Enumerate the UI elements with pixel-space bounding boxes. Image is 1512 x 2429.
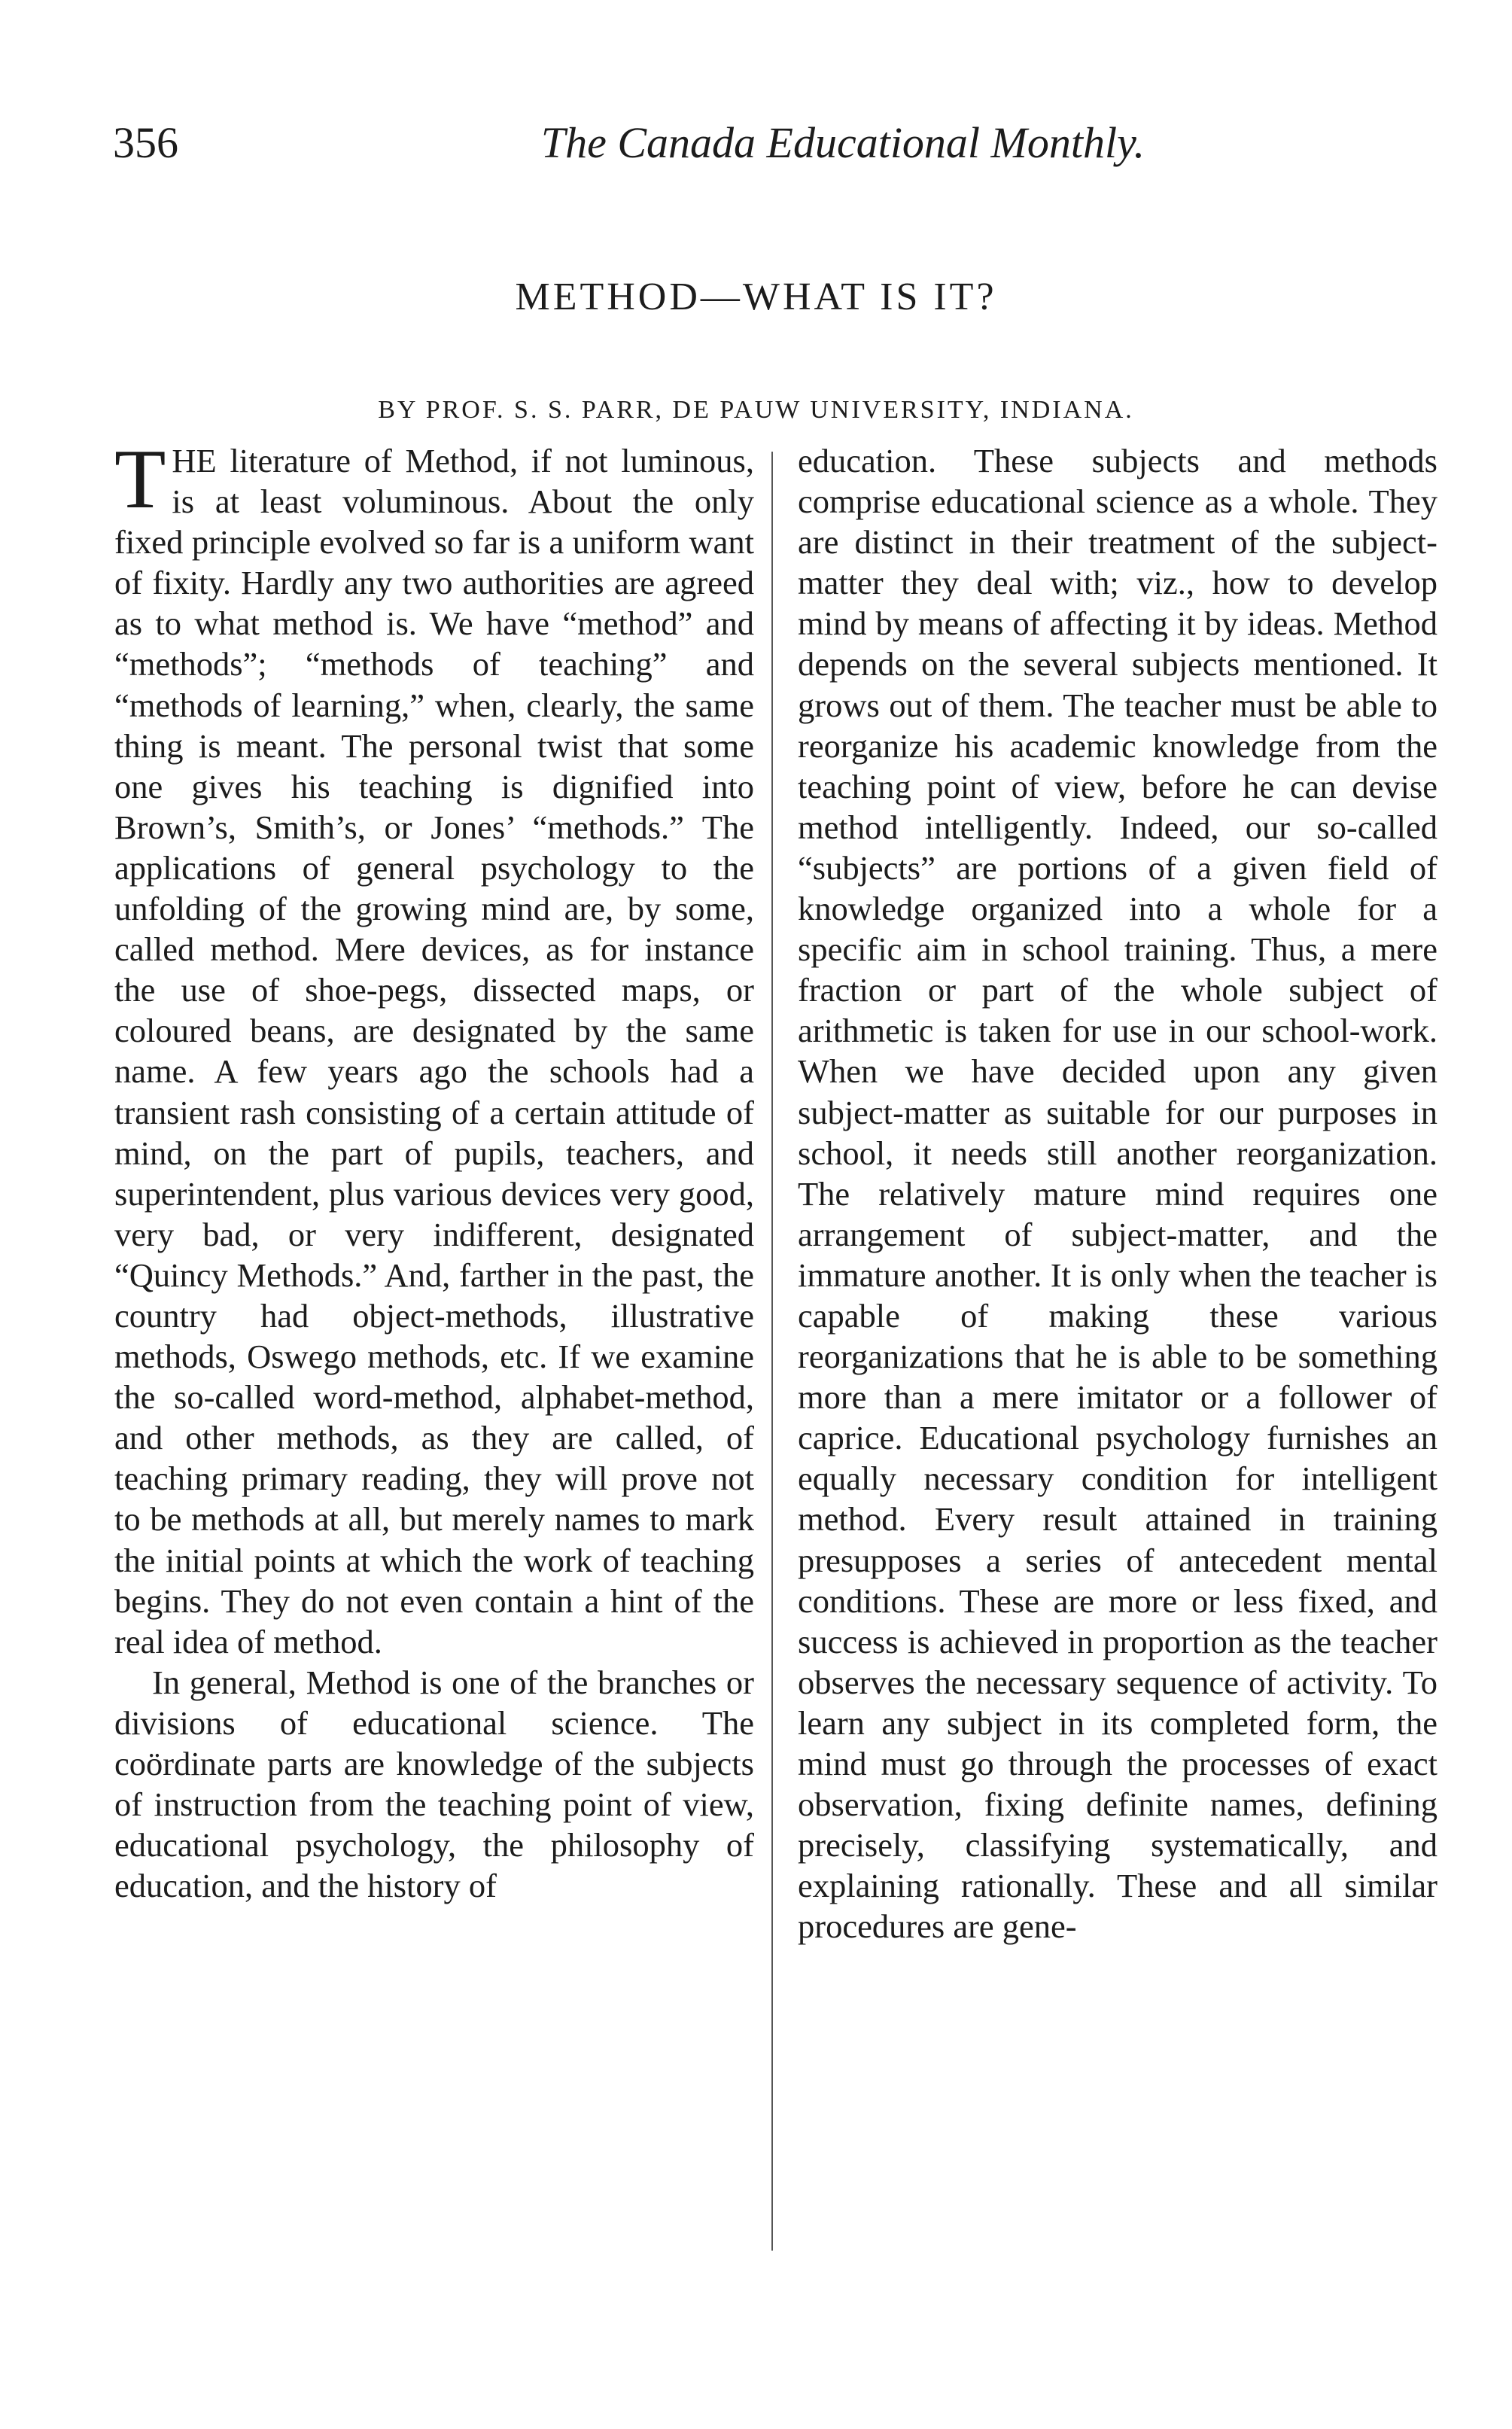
paragraph-3: education. These subjects and methods comprise educational science as a whole. They are distinct in their treatment of the subject-matter they deal with; viz., how to develop mind by means of affecting it by ideas. Method depends on the several subjects mentioned. It grows out of them. The teacher must be able to reorganize his academic knowledge from the teaching point of view, before he can devise method intelligently. Indeed, our so-called “subjects” are portions of a given field of knowledge organized into a whole for a specific aim in school training. Thus, a mere fraction or part of the whole subject of arithmetic is taken for use in our school-work. When we have decided upon any given subject-matter as suitable for our purposes in school, it needs still another reorganization. The relatively mature mind requires one arrangement of subject-matter, and the immature another. It is only when the teacher is capable of making these various reorganizations that he is able to be something more than a mere imitator or a follower of caprice. Educational psychology furnishes an equally necessary condition for intelligent method. Every result attained in training presupposes a series of antecedent mental conditions. These are more or less fixed, and success is achieved in proportion as the teacher observes the necessary sequence of activity. To learn any subject in its completed form, the mind must go through the processes of exact observation, fixing definite names, defining precisely, classifying systematically, and explaining rationally. These and all similar procedures are gene- [798, 442, 1437, 1946]
drop-cap: T [114, 433, 166, 526]
paragraph-2: In general, Method is one of the branches or divisions of educational science. The coördinate parts are knowledge of the subjects of instruction from the teaching point of view, educational psychology, the philosophy of education, and the history of [114, 1663, 754, 1905]
left-column [114, 433, 754, 1906]
page-number: 356 [113, 118, 178, 167]
paragraph-1-text: HE literature of Method, if not luminous, is at least voluminous. About the only fixed principle evolved so far is a uniform want of fixity. Hardly any two authorities are agreed as to what method is. We have “method” and “methods”; “methods of teaching” and “methods of learning,” when, clearly, the same thing is meant. The personal twist that some one gives his teaching is dignified into Brown’s, Smith’s, or Jones’ “methods.” The applications of general psychology to the unfolding of the growing mind are, by some, called method. Mere devices, as for instance the use of shoe-pegs, dissected maps, or coloured beans, are designated by the same name. A few years ago the schools had a transient rash consisting of a certain attitude of mind, on the part of pupils, teachers, and superintendent, plus various devices very good, very bad, or very indifferent, designated “Quincy Methods.” And, farther in the past, the country had object-methods, illustrative methods, Oswego methods, etc. If we examine the so-called word-method, alphabet-method, and other methods, as they are called, of teaching primary reading, they will prove not to be methods at all, but merely names to mark the initial points at which the work of teaching begins. They do not even contain a hint of the real idea of method. [114, 442, 754, 1660]
right-column [798, 440, 1437, 1947]
journal-title: The Canada Educational Monthly. [540, 118, 1145, 167]
paragraph-1 [114, 433, 754, 1662]
running-head [113, 113, 1437, 173]
article-byline: BY PROF. S. S. PARR, DE PAUW UNIVERSITY, INDIANA. [378, 396, 1134, 424]
article-title: METHOD—WHAT IS IT? [515, 275, 997, 318]
column-divider [771, 452, 773, 2251]
